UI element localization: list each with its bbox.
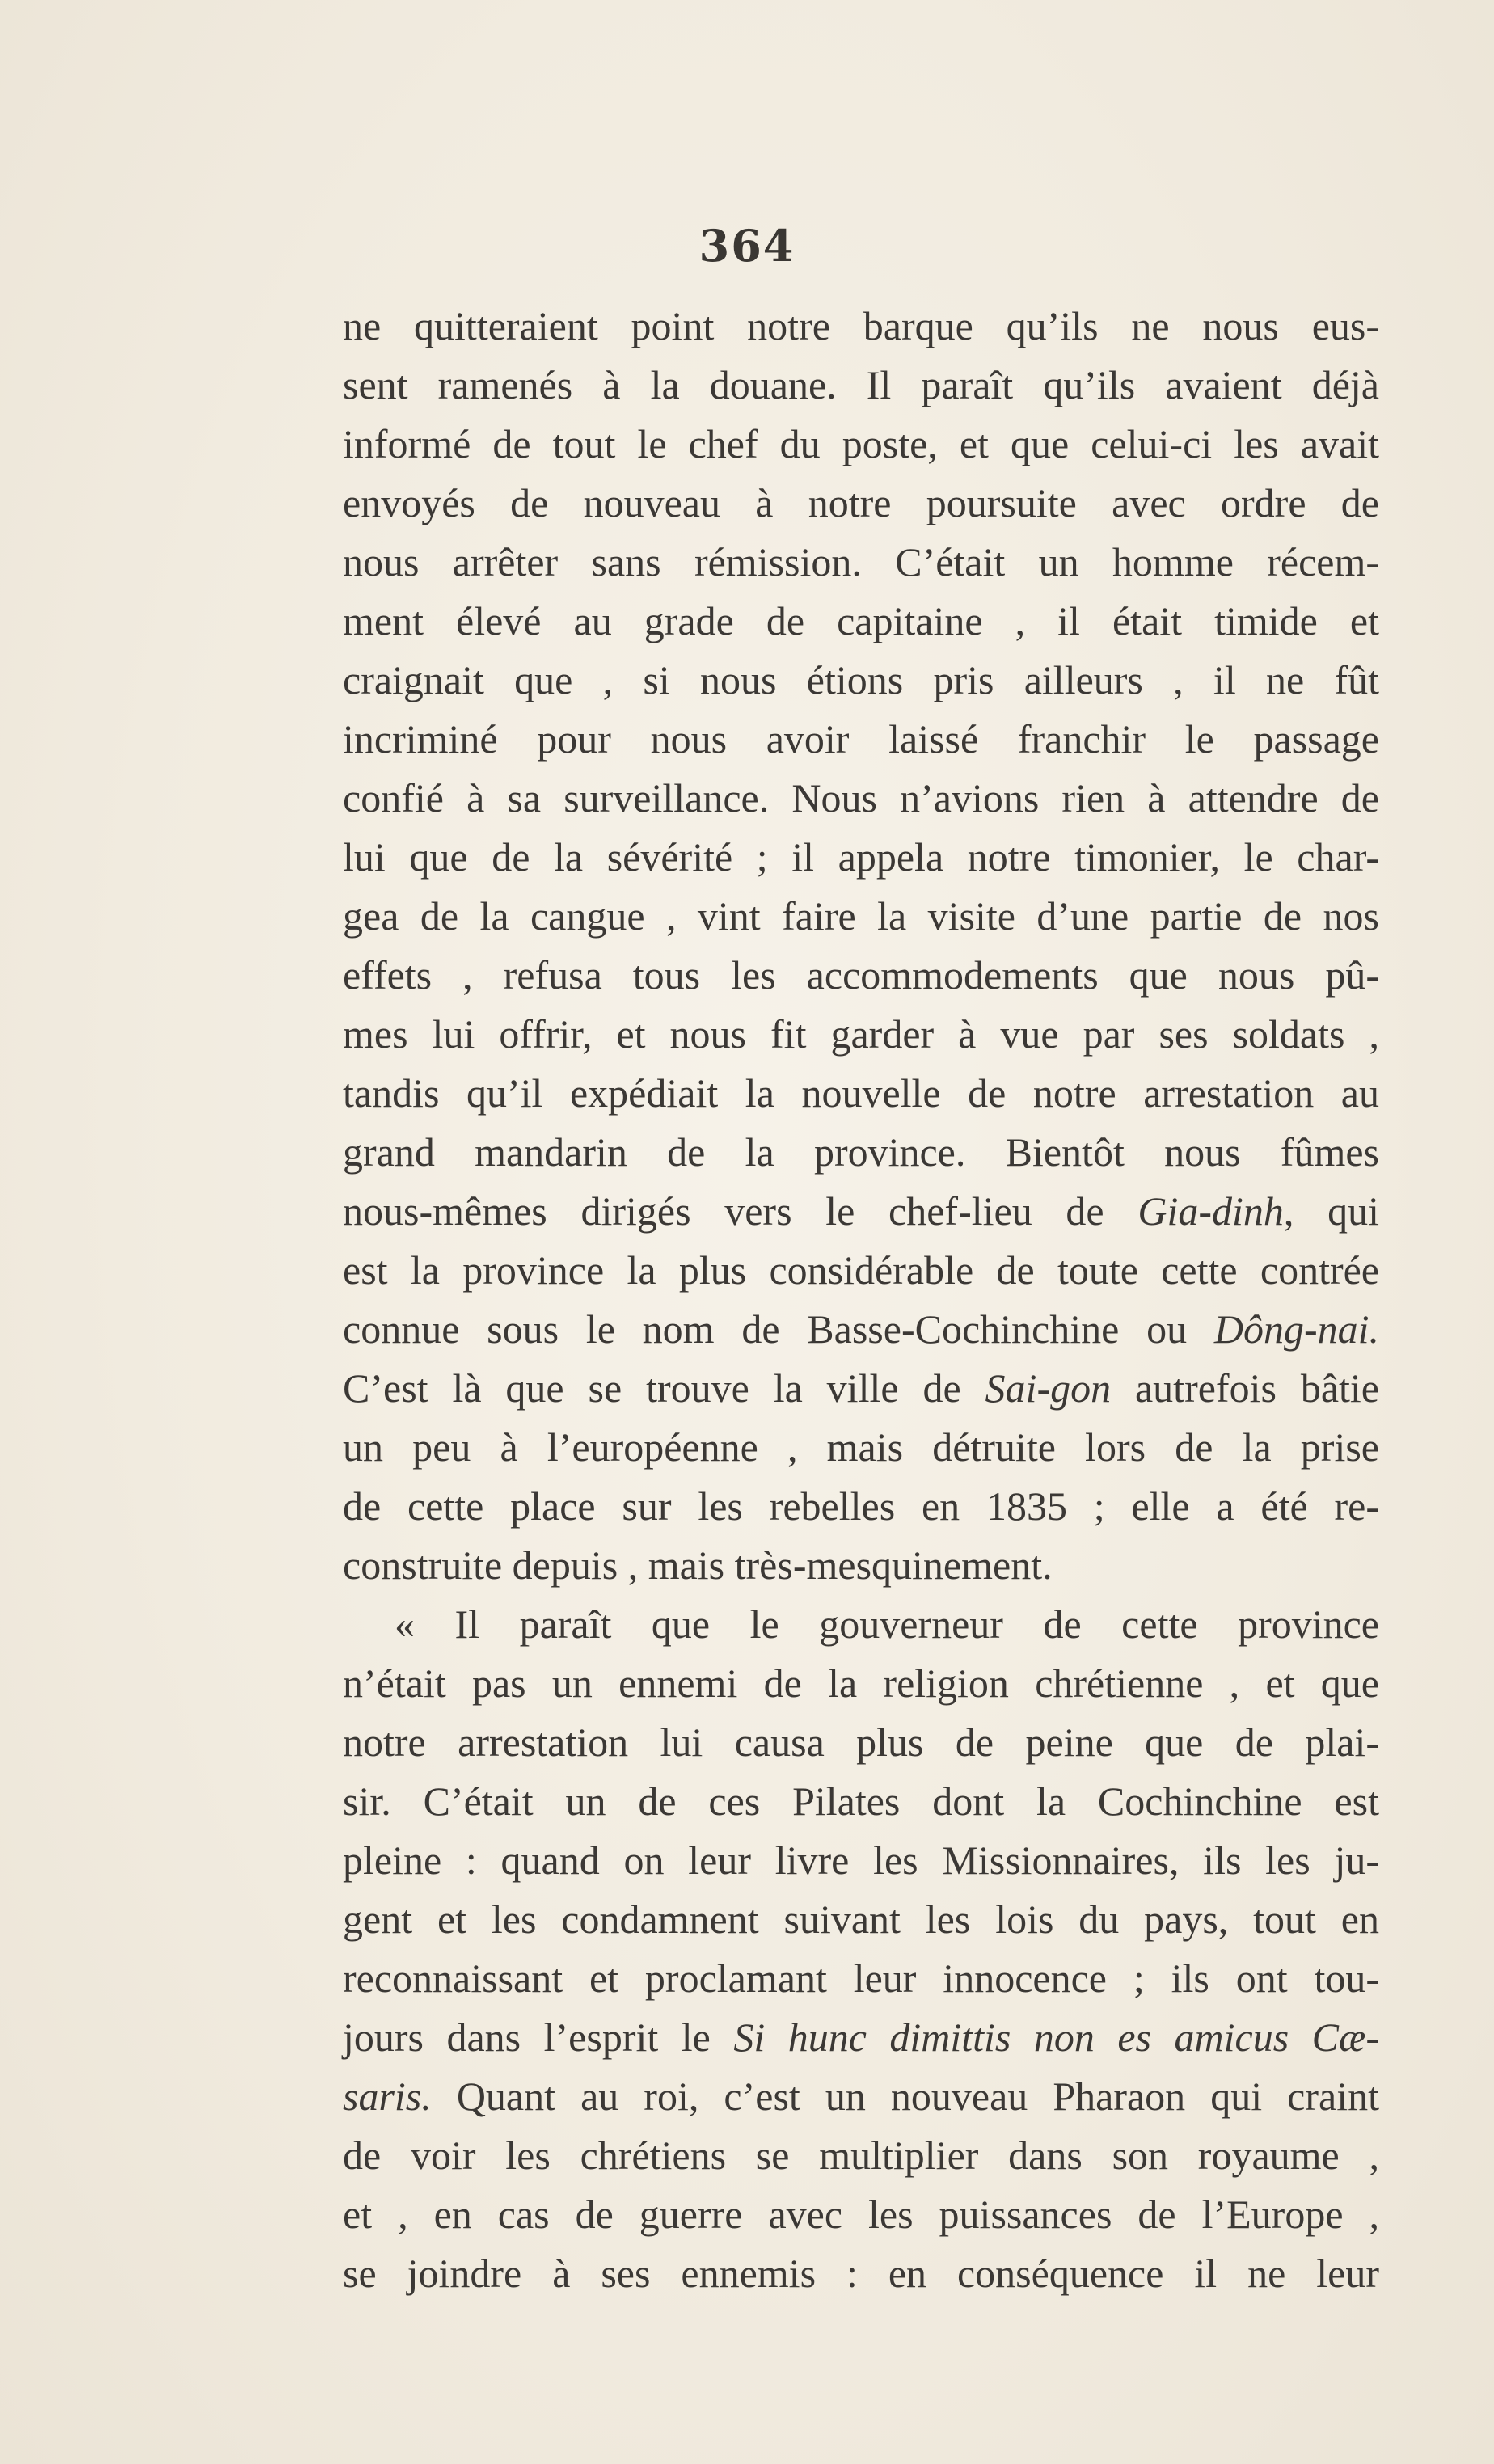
- text-line: incriminé pour nous avoir laissé franchir le passage: [343, 716, 1379, 762]
- text-line: nous arrêter sans rémission. C’était un homme récem-: [343, 539, 1379, 584]
- page-number: 364: [698, 220, 796, 272]
- text-line: notre arrestation lui causa plus de peine que de plai-: [343, 1719, 1379, 1765]
- text-line: est la province la plus considérable de toute cette contrée: [343, 1247, 1379, 1293]
- text-line: gent et les condamnent suivant les lois du pays, tout en: [343, 1897, 1379, 1942]
- text-line: reconnaissant et proclamant leur innocence ; ils ont tou-: [343, 1956, 1379, 2001]
- text-line: se joindre à ses ennemis : en conséquence il ne leur: [343, 2251, 1379, 2296]
- text-line: pleine : quand on leur livre les Missionnaires, ils les ju-: [343, 1837, 1379, 1883]
- text-line: ne quitteraient point notre barque qu’ils ne nous eus-: [343, 303, 1379, 348]
- text-line: tandis qu’il expédiait la nouvelle de notre arrestation au: [343, 1070, 1379, 1116]
- text-line: mes lui offrir, et nous fit garder à vue par ses soldats ,: [343, 1011, 1379, 1057]
- text-line: gea de la cangue , vint faire la visite d’une partie de nos: [343, 893, 1379, 939]
- text-line: ment élevé au grade de capitaine , il était timide et: [343, 598, 1379, 643]
- text-line: jours dans l’esprit le Si hunc dimittis non es amicus Cæ-: [343, 2015, 1379, 2060]
- text-line: craignait que , si nous étions pris ailleurs , il ne fût: [343, 657, 1379, 702]
- text-line: sent ramenés à la douane. Il paraît qu’ils avaient déjà: [343, 362, 1379, 407]
- text-line: de voir les chrétiens se multiplier dans son royaume ,: [343, 2133, 1379, 2178]
- italic-latin-quote: Si hunc dimittis non es amicus Cæ-: [733, 2015, 1379, 2060]
- italic-latin-quote: saris.: [343, 2074, 432, 2119]
- italic-place-name: Gia-dinh: [1137, 1188, 1284, 1234]
- text-line: sir. C’était un de ces Pilates dont la Cochinchine est: [343, 1778, 1379, 1824]
- text-line: informé de tout le chef du poste, et que celui-ci les avait: [343, 421, 1379, 466]
- text-line: saris. Quant au roi, c’est un nouveau Pharaon qui craint: [343, 2074, 1379, 2119]
- text-line: envoyés de nouveau à notre poursuite avec ordre de: [343, 480, 1379, 525]
- text-line: C’est là que se trouve la ville de Sai-gon autrefois bâtie: [343, 1365, 1379, 1411]
- body-text: [343, 297, 1379, 2303]
- text-line: connue sous le nom de Basse-Cochinchine ou Dông-nai.: [343, 1306, 1379, 1352]
- text-line: un peu à l’européenne , mais détruite lors de la prise: [343, 1424, 1379, 1470]
- italic-place-name: Sai-gon: [985, 1365, 1112, 1411]
- text-line: et , en cas de guerre avec les puissances de l’Europe ,: [343, 2192, 1379, 2237]
- text-line: grand mandarin de la province. Bientôt nous fûmes: [343, 1129, 1379, 1175]
- italic-place-name: Dông-nai.: [1213, 1306, 1379, 1352]
- text-line: « Il paraît que le gouverneur de cette province: [395, 1601, 1379, 1647]
- text-line: de cette place sur les rebelles en 1835 ; elle a été re-: [343, 1483, 1379, 1529]
- text-line: effets , refusa tous les accommodements que nous pû-: [343, 952, 1379, 998]
- text-line: nous-mêmes dirigés vers le chef-lieu de Gia-dinh, qui: [343, 1188, 1379, 1234]
- text-line: n’était pas un ennemi de la religion chrétienne , et que: [343, 1660, 1379, 1706]
- text-line: construite depuis , mais très-mesquinement.: [343, 1542, 1053, 1588]
- text-line: confié à sa surveillance. Nous n’avions rien à attendre de: [343, 775, 1379, 821]
- text-line: lui que de la sévérité ; il appela notre timonier, le char-: [343, 834, 1379, 880]
